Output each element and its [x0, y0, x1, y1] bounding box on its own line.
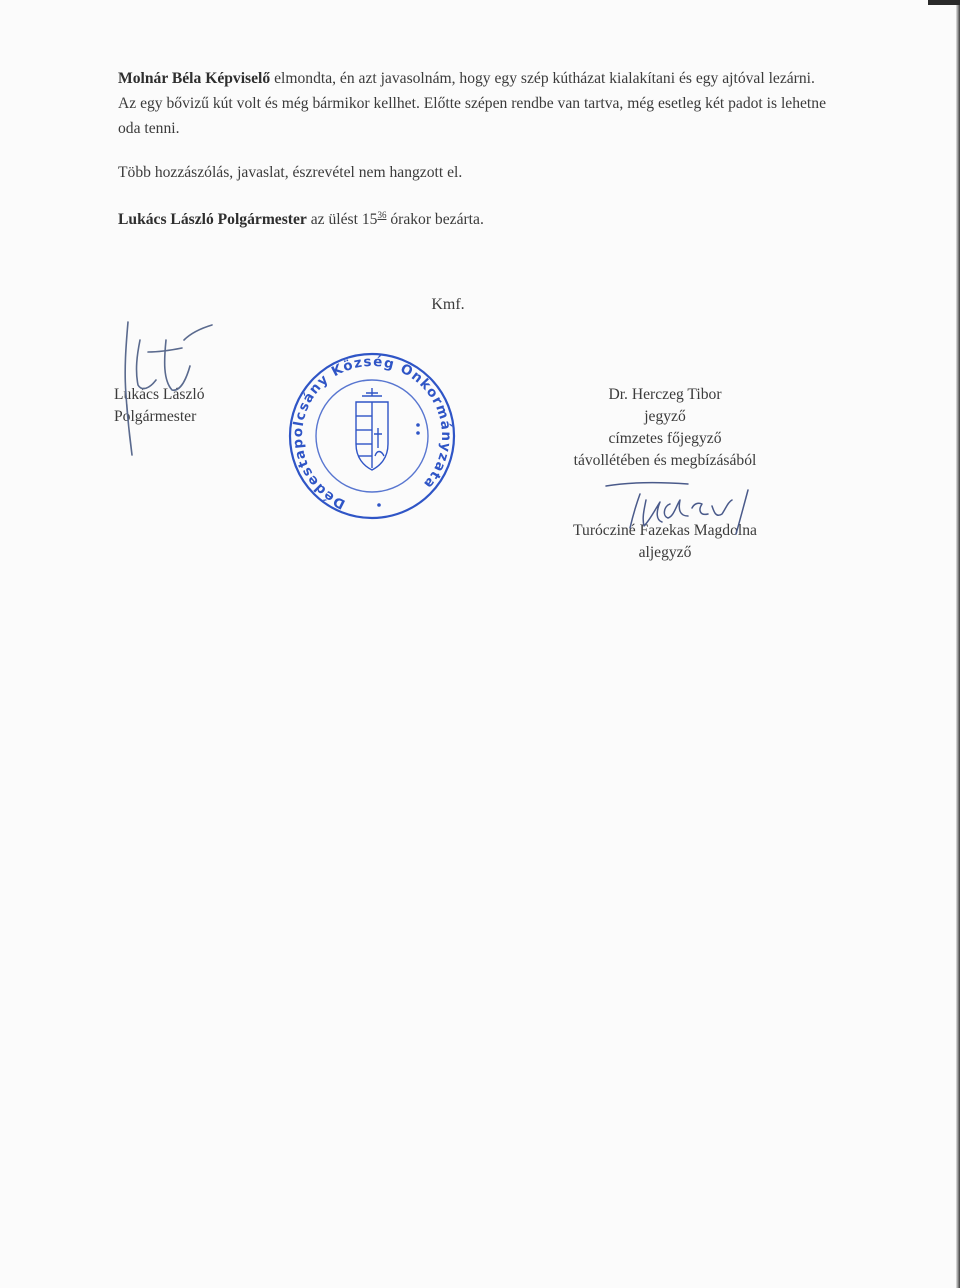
notary-absence-note: távollétében és megbízásából — [573, 452, 757, 469]
stamp-ring-text: Dédestapolcsány Község Önkormányzata — [289, 353, 455, 513]
speaker-name: Molnár Béla Képviselő — [118, 70, 271, 87]
deputy-title: aljegyző — [638, 544, 692, 561]
closing-text-after: órakor bezárta. — [386, 211, 484, 228]
official-stamp — [290, 354, 454, 518]
stamp-dot — [416, 431, 420, 435]
closing-minutes: 36 — [377, 210, 387, 220]
deputy-signature — [606, 483, 748, 534]
closing-text-before: az ülést 15 — [306, 211, 378, 228]
kmf-label: Kmf. — [431, 296, 465, 313]
notary-title: jegyző — [644, 408, 686, 425]
proposal-text: elmondta, én azt javasolnám, hogy egy szép kútházat kialakítani és egy ajtóval lezárni. Az egy bővizű kút volt és még bármikor kellhet. Előtte szépen rendbe van tartva, még esetleg két padot is lehetne oda tenni. — [118, 70, 826, 137]
notary-name: Dr. Herczeg Tibor — [608, 386, 722, 403]
mayor-title: Polgármester — [114, 408, 197, 425]
no-comments-text: Több hozzászólás, javaslat, észrevétel nem hangzott el. — [118, 164, 463, 181]
stamp-dot — [377, 503, 381, 507]
stamp-dot — [416, 423, 420, 427]
deputy-name: Turócziné Fazekas Magdolna — [573, 522, 757, 539]
mayor-name-bold: Lukács László Polgármester — [118, 211, 307, 228]
mayor-signature — [125, 322, 212, 455]
mayor-name: Lukács László — [114, 386, 205, 403]
notary-title-honorary: címzetes főjegyző — [608, 430, 722, 447]
coat-of-arms-icon — [356, 388, 388, 470]
